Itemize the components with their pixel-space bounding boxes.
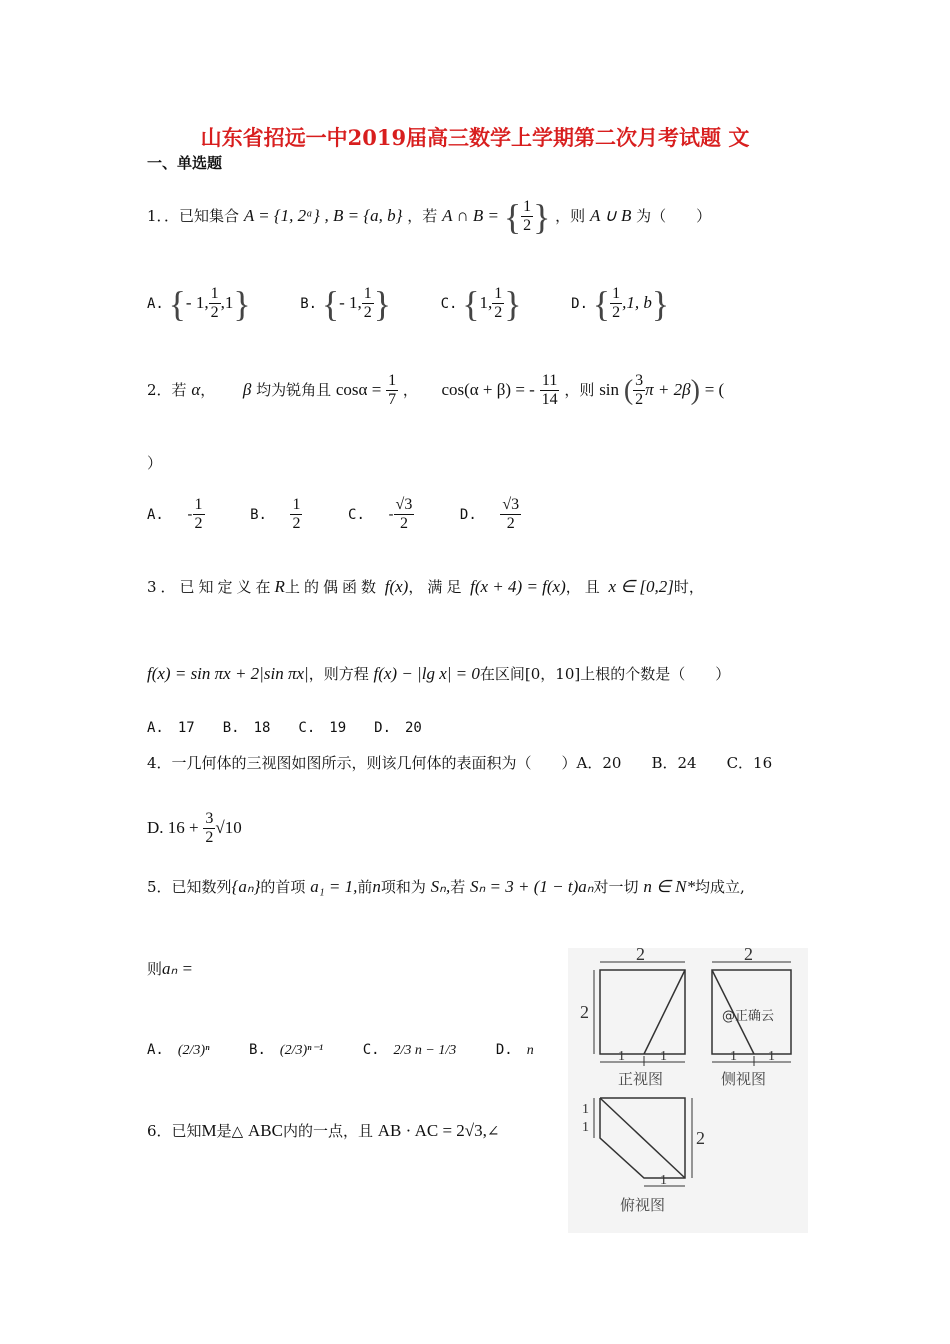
q3-line2: f(x) = sin πx + 2|sin πx|，则方程 f(x) − |lg x| = 0在区间[0，10]上根的个数是（ ） xyxy=(147,664,731,683)
question-3: 3．已知定义在R上的偶函数 f(x)，满足 f(x + 4) = f(x)，且 x ∈ [0,2]时， xyxy=(147,577,704,596)
q1-set-b: , B = {a, b} xyxy=(324,205,403,225)
front-height-dim: 2 xyxy=(580,1002,589,1022)
q1-half: $\frac{1}{2}$ xyxy=(523,198,532,235)
q3-options: A. 17 B. 18 C. 19 D. 20 xyxy=(147,720,422,736)
q1-cond: ，若 xyxy=(407,206,438,225)
q1-intersection: A ∩ B = xyxy=(442,205,500,225)
q1-union: A ∪ B xyxy=(589,205,632,225)
q1-lead: 1．．已知集合 xyxy=(147,206,240,225)
svg-text:2: 2 xyxy=(696,1128,705,1148)
question-2: 2．若 α， β 均为锐角且 cosα = $\frac{1}{7}$ ， cos(α + β) = - $\frac{11}{14}$ ，则 sin ( $\frac{3}{2}$ π + 2β) = ( xyxy=(147,372,725,409)
q1-tail: 为（ ） xyxy=(636,206,712,225)
q1-then: ，则 xyxy=(555,206,586,225)
q1-option-d-label: D. xyxy=(571,295,588,312)
q5-options: A. (2/3)ⁿ B. (2/3)ⁿ⁻¹ C. 2/3 n − 1/3 D. n xyxy=(147,1042,534,1058)
svg-text:1: 1 xyxy=(730,1049,737,1064)
q1-option-c-label: C. xyxy=(440,295,458,312)
q4-option-d: D. 16 + $\frac{3}{2}$ √10 xyxy=(147,810,242,847)
three-view-diagram xyxy=(568,948,808,1233)
question-4: 4．一几何体的三视图如图所示，则该几何体的表面积为（ ）A．20 B．24 C．16 xyxy=(147,754,773,772)
q1-option-b-label: B. xyxy=(300,295,318,312)
svg-text:1: 1 xyxy=(582,1120,589,1135)
svg-text:1: 1 xyxy=(660,1049,667,1064)
svg-text:1: 1 xyxy=(582,1102,589,1117)
q1-options: A. {- 1, $\frac{1}{2}$ ,1} B. {- 1, $\frac{1}{2}$ } C. {1, $\frac{1}{2}$ } D. { $\frac{1}{2}$ ,1, b} xyxy=(147,283,670,324)
q2-options: A. - $\frac{1}{2}$ B. $\frac{1}{2}$ C. - $\frac{√3}{2}$ D. $\frac{√3}{2}$ xyxy=(147,496,520,533)
three-view-figure xyxy=(568,948,808,1237)
q1-set-a: A = {1, 2ᵃ} xyxy=(243,205,320,225)
q5-then: 则aₙ = xyxy=(147,959,194,978)
svg-text:1: 1 xyxy=(618,1049,625,1064)
q2-lead: 2．若 xyxy=(147,380,187,399)
svg-text:2: 2 xyxy=(744,948,753,964)
svg-text:1: 1 xyxy=(768,1049,775,1064)
watermark: @正确云 xyxy=(722,1009,775,1024)
q1-option-a-label: A. xyxy=(147,295,164,312)
svg-text:1: 1 xyxy=(660,1173,667,1188)
top-view-label: 俯视图 xyxy=(620,1196,666,1214)
question-6: 6．已知M是△ ABC内的一点，且 AB · AC = 2√3,∠ xyxy=(147,1121,500,1140)
page-title: 山东省招远一中2019届高三数学上学期第二次月考试题 文 xyxy=(200,125,750,150)
front-view-label: 正视图 xyxy=(618,1070,664,1088)
question-1: 1．．已知集合 A = {1, 2ᵃ} , B = {a, b} ，若 A ∩ B = { $\frac{1}{2}$ } ，则 A ∪ B 为（ ） xyxy=(147,196,712,237)
q2-close-paren: ） xyxy=(147,454,163,472)
side-view-label: 侧视图 xyxy=(721,1070,767,1088)
front-width-dim: 2 xyxy=(636,948,645,964)
question-5: 5．已知数列{aₙ}的首项 a₁ = 1,前n项和为 Sₙ,若 Sₙ = 3 + (1 − t)aₙ对一切 n ∈ N*均成立, xyxy=(147,877,745,896)
section-heading: 一、单选题 xyxy=(147,154,223,172)
